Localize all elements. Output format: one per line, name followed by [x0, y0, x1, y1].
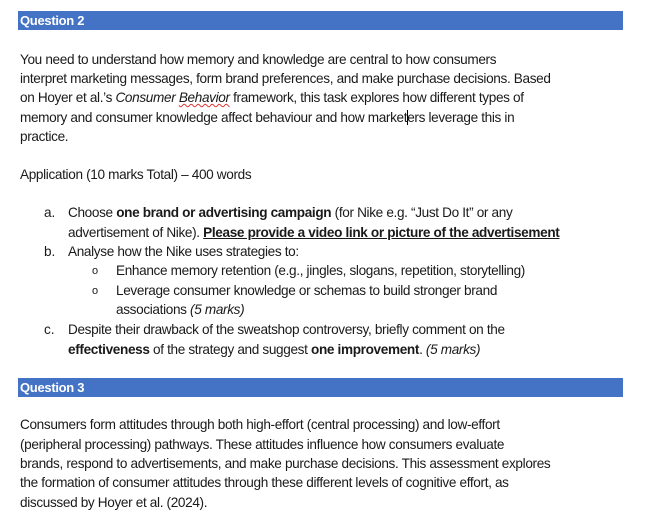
intro-line: interpret marketing messages, form brand preferences, and make purchase decisions. Based: [20, 71, 551, 86]
bold-text: one brand or advertising campaign: [116, 205, 332, 220]
list-label: b.: [44, 244, 56, 259]
text: associations: [116, 302, 191, 317]
spellcheck-word[interactable]: Behavior: [178, 90, 230, 105]
text: (for Nike e.g. “Just Do It” or any: [331, 205, 513, 220]
instruction-text: Please provide a video link or picture of the advertisement: [203, 225, 560, 240]
bold-text: one improvement: [311, 342, 420, 357]
text: memory and consumer knowledge affect behaviour and how market: [20, 110, 408, 125]
q3-line: brands, respond to advertisements, and make purchase decisions. This assessment explores: [20, 456, 551, 471]
item-a-line: [68, 203, 512, 222]
item-a-line: [68, 223, 559, 242]
bold-text: effectiveness: [68, 342, 150, 357]
intro-line: You need to understand how memory and knowledge are central to how consumers: [20, 52, 497, 67]
text: on Hoyer et al.’s: [20, 90, 116, 105]
q3-line: the formation of consumer attitudes through these different levels of cognitive effort, as: [20, 475, 509, 490]
text: Choose: [68, 205, 117, 220]
application-line: Application (10 marks Total) – 400 words: [20, 167, 252, 182]
text: ers leverage this in: [407, 110, 515, 125]
marks: (5 marks): [425, 342, 481, 357]
text: of the strategy and suggest: [149, 342, 311, 357]
q3-line: discussed by Hoyer et al. (2024).: [20, 495, 208, 510]
question-3-heading: Question 3: [18, 378, 623, 397]
intro-line: [20, 88, 524, 107]
bullet-text: Enhance memory retention (e.g., jingles, slogans, repetition, storytelling): [116, 263, 525, 278]
book-title: Consumer: [115, 90, 179, 105]
intro-line: practice.: [20, 129, 69, 144]
bullet-icon: o: [92, 265, 99, 277]
text: advertisement of Nike).: [68, 225, 204, 240]
intro-line: [20, 108, 514, 127]
bullet-text: [116, 300, 244, 319]
item-c-line: [68, 340, 480, 359]
bullet-icon: o: [92, 285, 99, 297]
question-2-heading: Question 2: [18, 11, 623, 30]
list-label: c.: [44, 322, 55, 337]
text: .: [419, 342, 426, 357]
bullet-text: Leverage consumer knowledge or schemas to build stronger brand: [116, 283, 498, 298]
marks: (5 marks): [190, 302, 245, 317]
q3-line: (peripheral processing) pathways. These attitudes influence how consumers evaluate: [20, 437, 505, 452]
item-c-line: Despite their drawback of the sweatshop controversy, briefly comment on the: [68, 322, 505, 337]
item-b-line: Analyse how the Nike uses strategies to:: [68, 244, 299, 259]
text: framework, this task explores how different types of: [229, 90, 524, 105]
list-label: a.: [44, 205, 56, 220]
q3-line: Consumers form attitudes through both high-effort (central processing) and low-effort: [20, 417, 500, 432]
